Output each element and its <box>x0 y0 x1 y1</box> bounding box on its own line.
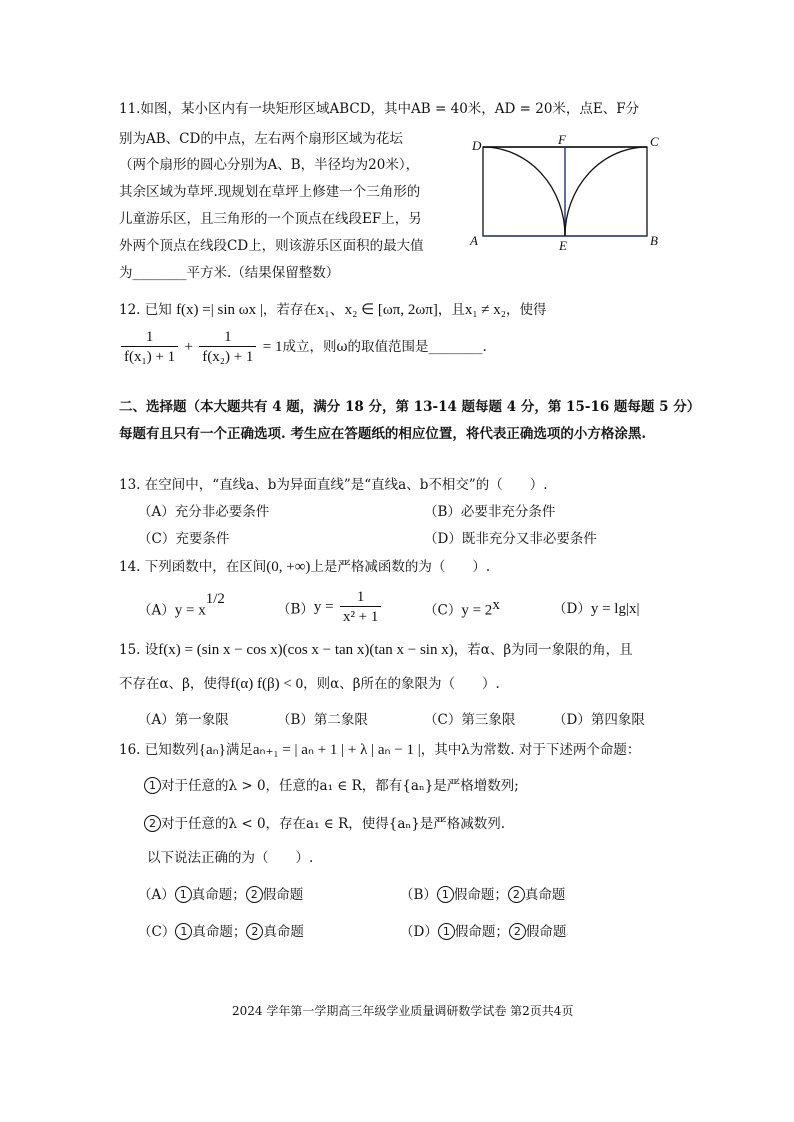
q14-option-d <box>553 597 639 618</box>
page-footer: 2024 学年第一学期高三年级学业质量调研数学试卷 第2页共4页 <box>232 1004 574 1018</box>
frac1-den: f(x₁) + 1 <box>124 349 176 365</box>
q15-line-1 <box>119 638 633 659</box>
circled-one: 1 <box>437 886 454 903</box>
q13-option-b: （B）必要非充分条件 <box>424 504 556 520</box>
q11-line-3: （两个扇形的圆心分别为A、B，半径均为20米）， <box>119 157 420 173</box>
q16-proposition-1 <box>144 774 519 794</box>
q14-b-fraction <box>340 588 381 627</box>
q11-line-4: 其余区域为草坪.现规划在草坪上修建一个三角形的 <box>119 184 421 200</box>
q12-function: f(x) =| sin ωx | <box>176 302 263 318</box>
circled-two: 2 <box>246 923 263 940</box>
q14-a-exp: 1/2 <box>205 591 225 607</box>
q15-text-a: 15. 设 <box>119 642 159 658</box>
label-f: F <box>558 132 566 147</box>
circled-one: 1 <box>175 886 192 903</box>
q14-b-den: x² + 1 <box>342 609 379 625</box>
q14-b-lhs: y = <box>313 599 334 615</box>
q16-a-1: 真命题； <box>191 887 246 903</box>
q16-ask: 以下说法正确的为（ ）. <box>147 850 314 866</box>
q16-p1-text: 对于任意的λ > 0，任意的a₁ ∈ R，都有{aₙ}是严格增数列; <box>161 778 519 794</box>
q11-line-7: 为________平方米.（结果保留整数） <box>119 265 340 281</box>
q14-stem <box>119 555 490 576</box>
q13-option-c: （C）充要条件 <box>138 531 230 547</box>
frac2-num: 1 <box>199 328 256 347</box>
frac2-den: f(x₂) + 1 <box>202 349 254 365</box>
label-b: B <box>650 233 658 248</box>
q16-option-a <box>138 883 303 903</box>
q15-text-c: 不存在α、β，使得 <box>119 676 231 692</box>
q14-option-a <box>138 591 225 620</box>
circled-two: 2 <box>144 815 161 832</box>
q13-option-d: （D）既非充分又非必要条件 <box>424 531 597 547</box>
q15-function: f(x) = (sin x − cos x)(cos x − tan x)(tan x − sin x) <box>158 642 454 658</box>
circled-two: 2 <box>246 886 263 903</box>
q16-option-b <box>400 883 565 903</box>
circled-two: 2 <box>509 923 526 940</box>
q15-line-2 <box>119 672 500 693</box>
q16-c-2: 真命题 <box>263 924 304 940</box>
q14-text-a: 14. 下列函数中，在区间 <box>119 559 267 575</box>
q14-c-label: （C） <box>424 602 462 619</box>
q14-text-b: 上是严格减函数的为（ ）. <box>310 559 491 575</box>
q12-plus: + <box>184 339 193 355</box>
q15-text-d: ，则α、β所在的象限为（ ）. <box>303 676 500 692</box>
section2-line-1: 二、选择题（本大题共有 4 题，满分 18 分，第 13-14 题每题 4 分，第 15-16 题每题 5 分） <box>119 399 701 415</box>
section2-line-2: 每题有且只有一个正确选项. 考生应在答题纸的相应位置，将代表正确选项的小方格涂黑. <box>119 426 647 442</box>
q14-c-expr: y = 2 <box>461 602 493 619</box>
q16-b-2: 真命题 <box>524 887 566 903</box>
circled-one: 1 <box>175 923 192 940</box>
rectangle-figure <box>466 132 666 257</box>
q14-d-expr: y = lg|x| <box>590 601 640 617</box>
q15-option-d: （D）第四象限 <box>553 712 645 728</box>
q16-proposition-2 <box>144 812 505 832</box>
q16-text-c: ，其中λ为常数. 对于下述两个命题： <box>420 742 641 758</box>
q12-tail: 成立，则ω的取值范围是________. <box>282 339 487 355</box>
q14-a-label: （A） <box>138 602 175 619</box>
q16-seq: {aₙ} <box>198 742 226 758</box>
q16-option-d <box>400 920 566 940</box>
q16-d-2: 假命题 <box>525 924 567 940</box>
q15-option-a: （A）第一象限 <box>138 712 229 728</box>
q15-option-c: （C）第三象限 <box>424 712 516 728</box>
q16-d-1: 假命题； <box>454 924 509 940</box>
q16-a-2: 假命题 <box>262 887 304 903</box>
q16-recurrence: aₙ₊₁ = | aₙ + 1 | + λ | aₙ − 1 | <box>252 742 421 758</box>
circled-two: 2 <box>508 886 525 903</box>
label-e: E <box>559 238 567 253</box>
q12-fraction-2 <box>199 328 256 367</box>
q14-d-label: （D） <box>553 601 591 617</box>
q11-line-2: 别为AB、CD的中点，左右两个扇形区域为花坛 <box>119 131 403 147</box>
q14-c-exp: x <box>492 597 500 613</box>
q13-stem: 13. 在空间中，“直线a、b为异面直线”是“直线a、b不相交”的（ ）. <box>119 477 548 493</box>
q11-line-5: 儿童游乐区，且三角形的一个顶点在线段EF上，另 <box>119 211 422 227</box>
q11-line-6: 外两个顶点在线段CD上，则该游乐区面积的最大值 <box>119 238 424 254</box>
q16-b-1: 假命题； <box>453 887 508 903</box>
q16-text-a: 16. 已知数列 <box>119 742 199 758</box>
q16-text-b: 满足 <box>225 742 253 758</box>
q14-b-label: （B） <box>277 601 314 618</box>
q12-text-b: ，若存在 <box>262 302 317 318</box>
circled-one: 1 <box>144 777 161 794</box>
label-a: A <box>470 233 478 248</box>
q16-c-label: （C） <box>138 924 176 940</box>
q12-neq: x₁ ≠ x₂ <box>464 302 507 318</box>
label-d: D <box>472 138 482 153</box>
q12-eq: = 1 <box>262 339 283 355</box>
q15-inequality: f(α) f(β) < 0 <box>230 676 304 692</box>
q14-option-c <box>424 597 500 620</box>
q15-option-b: （B）第二象限 <box>277 712 368 728</box>
q12-text-a: 12. 已知 <box>119 302 172 318</box>
q14-b-num: 1 <box>340 588 381 607</box>
q13-option-a: （A）充分非必要条件 <box>138 504 270 520</box>
q12-line-2 <box>119 328 487 367</box>
arc-right <box>565 147 647 236</box>
q12-line-1 <box>119 298 547 319</box>
arc-left <box>483 147 565 236</box>
q11-line-1: 11.如图，某小区内有一块矩形区域ABCD，其中AB = 40米，AD = 20米，点E、F分 <box>119 101 640 117</box>
circled-one: 1 <box>438 923 455 940</box>
q15-text-b: ，若α、β为同一象限的角，且 <box>453 642 633 658</box>
label-c: C <box>650 134 659 149</box>
q16-a-label: （A） <box>138 887 175 903</box>
q14-interval: (0, +∞) <box>266 559 311 575</box>
q12-fraction-1 <box>121 328 178 367</box>
q16-option-c <box>138 920 304 940</box>
q14-option-b <box>277 588 383 627</box>
q16-c-1: 真命题； <box>192 924 247 940</box>
q12-text-c: ，且 <box>437 302 465 318</box>
q16-b-label: （B） <box>400 887 437 903</box>
q16-p2-text: 对于任意的λ < 0，存在a₁ ∈ R，使得{aₙ}是严格减数列. <box>161 816 506 832</box>
q16-line-1 <box>119 738 640 759</box>
frac1-num: 1 <box>121 328 178 347</box>
q12-text-d: ，使得 <box>506 302 547 318</box>
q16-d-label: （D） <box>400 924 438 940</box>
q14-a-expr: y = x <box>174 602 206 619</box>
q12-domain: x₁、x₂ ∈ [ωπ, 2ωπ] <box>316 302 438 318</box>
